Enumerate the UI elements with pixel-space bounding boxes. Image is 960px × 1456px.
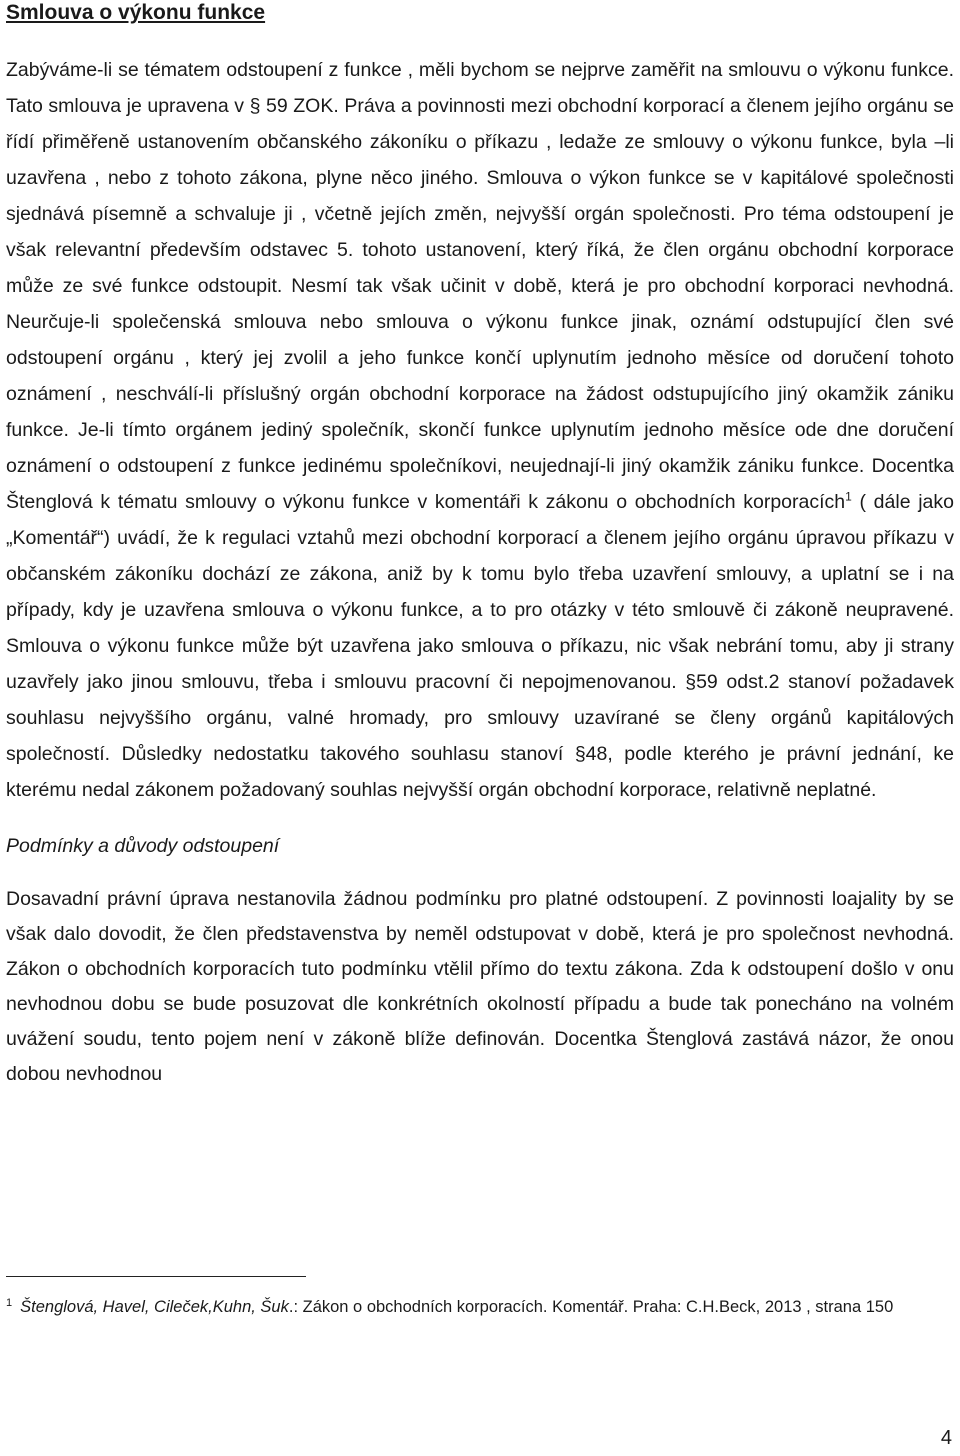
footnote-number: 1 (6, 1296, 13, 1309)
paragraph-contract-tail: ( dále jako „Komentář“) uvádí, že k regulaci vztahů mezi obchodní korporací a členem jejího orgánu úpravou příkazu v občanském zákoníku dochází ze zákona, aniž by k tomu bylo třeba uzavření smlouvy, a uplatní se i na případy, kdy je uzavřena smlouva o výkonu funkce, a to pro otázky v této smlouvě či zákoně neupravené. Smlouva o výkonu funkce může být uzavřena jako smlouva o příkazu, nic však nebrání tomu, aby ji strany uzavřely jako jinou smlouvu, třeba i smlouvu pracovní či nepojmenovanou. §59 odst.2 stanoví požadavek souhlasu nejvyššího orgánu, valné hromady, pro smlouvy uzavírané se členy orgánů kapitálových společností. Důsledky nedostatku takového souhlasu stanoví §48, podle kterého je právní jednání, ke kterému nedal zákonem požadovaný souhlas nejvyšší orgán obchodní korporace, relativně neplatné. (6, 491, 954, 801)
document-page (6, 0, 954, 1092)
footnote-text: .: Zákon o obchodních korporacích. Komentář. Praha: C.H.Beck, 2013 , strana 150 (288, 1298, 894, 1316)
paragraph-contract (6, 52, 954, 808)
page-number: 4 (940, 1427, 952, 1449)
paragraph-contract-text: Zabýváme-li se tématem odstoupení z funkce , měli bychom se nejprve zaměřit na smlouvu o výkonu funkce. Tato smlouva je upravena v § 59 ZOK. Práva a povinnosti mezi obchodní korporací a členem jejího orgánu se řídí přiměřeně ustanovením občanského zákoníku o příkazu , ledaže ze smlouvy o výkonu funkce, byla –li uzavřena , nebo z tohoto zákona, plyne něco jiného. Smlouva o výkon funkce se v kapitálové společnosti sjednává písemně a schvaluje ji , včetně jejích změn, nejvyšší orgán společnosti. Pro téma odstoupení je však relevantní především odstavec 5. tohoto ustanovení, který říká, že člen orgánu obchodní korporace může ze své funkce odstoupit. Nesmí tak však učinit v době, která je pro obchodní korporaci nevhodná. Neurčuje-li společenská smlouva nebo smlouva o výkonu funkce jinak, oznámí odstupující člen své odstoupení orgánu , který jej zvolil a jeho funkce končí uplynutím jednoho měsíce od doručení tohoto oznámení , neschválí-li příslušný orgán obchodní korporace na žádost odstupujícího jiný okamžik zániku funkce. Je-li tímto orgánem jediný společník, skončí funkce uplynutím jednoho měsíce ode dne doručení oznámení o odstoupení z funkce jedinému společníkovi, neujednají-li jiný okamžik zániku funkce. Docentka Štenglová k tématu smlouvy o výkonu funkce v komentáři k zákonu o obchodních korporacích (6, 59, 954, 513)
paragraph-conditions: Dosavadní právní úprava nestanovila žádnou podmínku pro platné odstoupení. Z povinnosti loajality by se však dalo dovodit, že člen představenstva by neměl odstupovat v době, která je pro společnost nevhodná. Zákon o obchodních korporacích tuto podmínku vtělil přímo do textu zákona. Zda k odstoupení došlo v onu nevhodnou dobu se bude posuzovat dle konkrétních okolností případu a bude tak ponecháno na volném uvážení soudu, tento pojem není v zákoně blíže definován. Docentka Štenglová zastává názor, že onou dobou nevhodnou (6, 888, 954, 1085)
subsection-heading: Podmínky a důvody odstoupení (6, 835, 280, 857)
footnote-authors: Štenglová, Havel, Cileček,Kuhn, Šuk (20, 1298, 289, 1316)
footnote-reference: 1 (845, 489, 852, 504)
section-heading: Smlouva o výkonu funkce (6, 1, 266, 24)
footnote (6, 1290, 954, 1324)
footnote-separator (6, 1276, 306, 1277)
